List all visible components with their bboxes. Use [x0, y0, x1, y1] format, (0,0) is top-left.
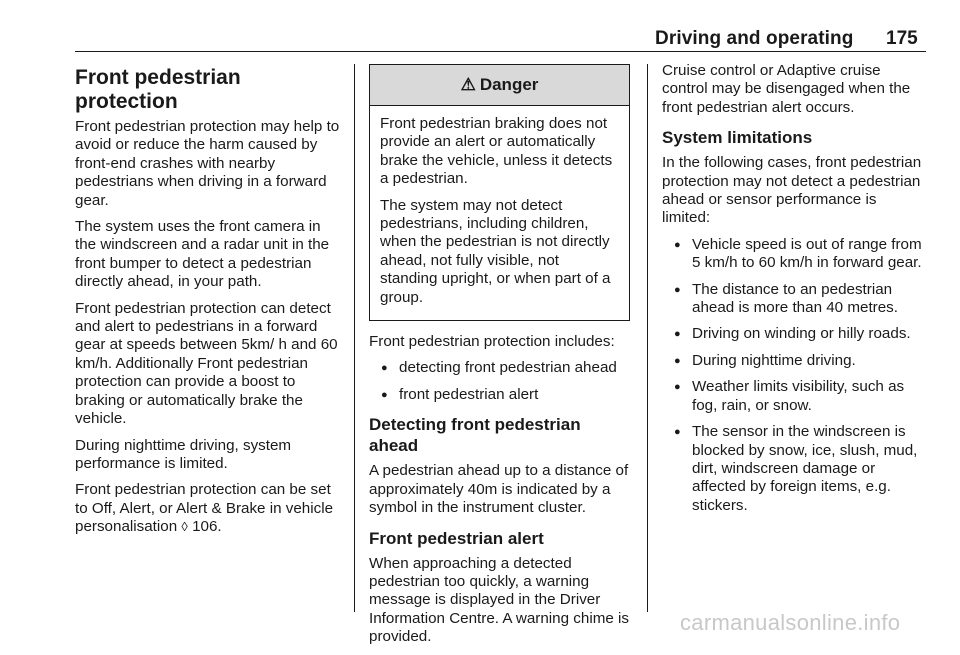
warning-triangle-icon: ⚠ [460, 74, 476, 94]
column-3 [662, 62, 927, 523]
limitations-intro: In the following cases, front pedestrian protection may not detect a pedestrian ahead or sensor performance is limited: [662, 154, 922, 227]
paragraph: The system uses the front camera in the windscreen and a radar unit in the front bumper to detect a pedestrian directly ahead, in your path. [75, 218, 330, 291]
list-item: ● During nighttime driving. [662, 352, 927, 370]
includes-intro: Front pedestrian protection includes: [369, 333, 615, 351]
section-title: Front pedestrian protection [75, 66, 241, 113]
danger-paragraph: Front pedestrian braking does not provide an alert or automatically brake the vehicle, unless it detects a pedestrian. [380, 115, 613, 188]
page-number: 175 [886, 28, 918, 49]
page-reference-link[interactable]: 106. [192, 518, 222, 536]
list-item: ● Driving on winding or hilly roads. [662, 325, 927, 343]
danger-box [369, 64, 630, 321]
watermark: carmanualsonline.info [680, 610, 901, 635]
paragraph-text: Front pedestrian protection can be set to Off, Alert, or Alert & Brake in vehicle personalisation [75, 481, 334, 536]
column-divider-right [647, 64, 648, 612]
paragraph: Front pedestrian protection can detect and alert to pedestrians in a forward gear at speeds between 5km/ h and 60 km/h. Additionally Front pedestrian protection can provide a boost to braking or automatically brake the vehicle. [75, 299, 338, 428]
danger-header [370, 65, 629, 106]
list-item: ● front pedestrian alert [369, 386, 633, 404]
column-2 [369, 64, 633, 655]
paragraph: Front pedestrian protection may help to avoid or reduce the harm caused by front-end crashes with nearby pedestrians when driving in a forward gear. [75, 118, 340, 209]
danger-body [370, 106, 629, 320]
list-item: ● Weather limits visibility, such as fog, rain, or snow. [662, 378, 927, 415]
detecting-text: A pedestrian ahead up to a distance of approximately 40m is indicated by a symbol in the instrument cluster. [369, 462, 629, 517]
column-divider-left [354, 64, 355, 612]
danger-label: Danger [479, 74, 539, 94]
list-item: ● The distance to an pedestrian ahead is more than 40 metres. [662, 281, 927, 318]
paragraph-personalisation [75, 481, 345, 536]
limitations-list [662, 236, 927, 515]
list-item: ● detecting front pedestrian ahead [369, 359, 633, 377]
alert-text: When approaching a detected pedestrian too quickly, a warning message is displayed in the Driver Information Centre. A warning chime is provided. [369, 554, 629, 646]
alert-heading: Front pedestrian alert [369, 528, 544, 548]
header-rule [75, 51, 926, 52]
limitations-heading: System limitations [662, 128, 813, 148]
list-item: ● Vehicle speed is out of range from 5 km/h to 60 km/h in forward gear. [662, 236, 927, 273]
column-1 [75, 62, 345, 545]
page-header-section: Driving and operating [655, 28, 854, 49]
reference-arrow-icon[interactable]: ◊ [181, 519, 188, 535]
danger-paragraph: The system may not detect pedestrians, including children, when the pedestrian is not directly ahead, not fully visible, not standing upright, or when part of a group. [380, 196, 611, 306]
cruise-control-paragraph: Cruise control or Adaptive cruise control may be disengaged when the front pedestrian alert occurs. [662, 62, 911, 116]
list-item: ● The sensor in the windscreen is blocked by snow, ice, slush, mud, dirt, windscreen damage or affected by foreign items, e.g. stickers. [662, 423, 927, 515]
includes-list [369, 359, 633, 404]
paragraph: During nighttime driving, system performance is limited. [75, 436, 292, 472]
detecting-heading: Detecting front pedestrian ahead [369, 415, 581, 456]
